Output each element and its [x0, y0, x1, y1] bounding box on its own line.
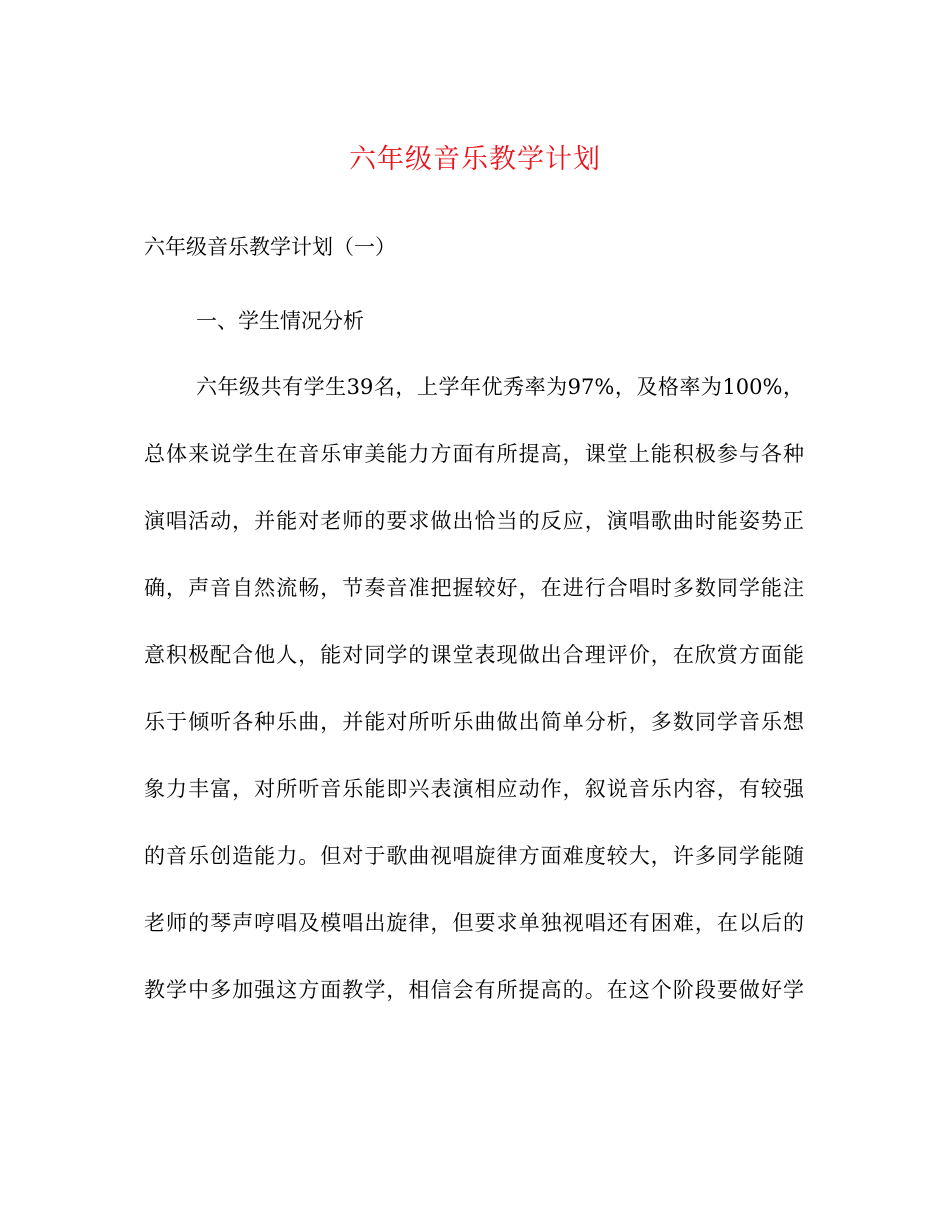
paragraph	[144, 372, 804, 1042]
paragraph-line: 象力丰富，对所听音乐能即兴表演相应动作，叙说音乐内容，有较强	[144, 777, 804, 801]
paragraph-line: 演唱活动，并能对老师的要求做出恰当的反应，演唱歌曲时能姿势正	[144, 509, 804, 533]
paragraph-line: 乐于倾听各种乐曲，并能对所听乐曲做出简单分析，多数同学音乐想	[144, 710, 804, 734]
paragraph-line: 六年级共有学生39名，上学年优秀率为97%，及格率为100%，	[196, 375, 804, 399]
paragraph-line: 总体来说学生在音乐审美能力方面有所提高，课堂上能积极参与各种	[144, 442, 804, 466]
document-subtitle: 六年级音乐教学计划（一）	[144, 235, 396, 259]
section-heading: 一、学生情况分析	[196, 309, 364, 333]
document-title: 六年级音乐教学计划	[349, 144, 601, 175]
paragraph-line: 的音乐创造能力。但对于歌曲视唱旋律方面难度较大，许多同学能随	[144, 844, 804, 868]
paragraph-line: 意积极配合他人，能对同学的课堂表现做出合理评价，在欣赏方面能	[144, 643, 804, 667]
paragraph-line: 老师的琴声哼唱及模唱出旋律，但要求单独视唱还有困难，在以后的	[144, 911, 804, 935]
paragraph-line: 确，声音自然流畅，节奏音准把握较好，在进行合唱时多数同学能注	[144, 576, 804, 600]
paragraph-line: 教学中多加强这方面教学，相信会有所提高的。在这个阶段要做好学	[144, 978, 804, 1002]
